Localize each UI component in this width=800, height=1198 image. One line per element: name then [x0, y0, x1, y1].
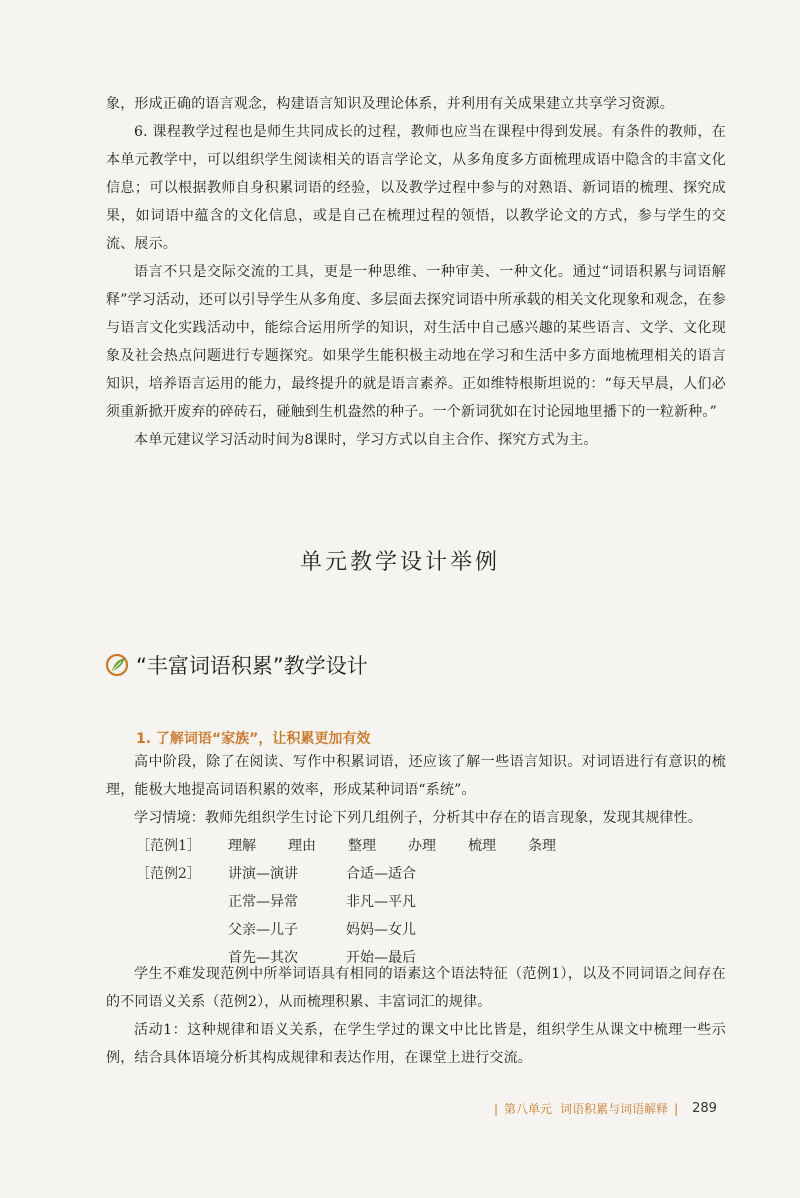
- example-word: 办理: [408, 838, 436, 854]
- example-2-row: [106, 916, 726, 944]
- example-word: 理由: [288, 838, 316, 854]
- example-2-row: [106, 860, 726, 888]
- paragraph: 学习情境：教师先组织学生讨论下列几组例子，分析其中存在的语言现象，发现其规律性。: [134, 810, 702, 826]
- paragraph: 本单元建议学习活动时间为8课时，学习方式以自主合作、探究方式为主。: [134, 432, 598, 448]
- topic-title: “丰富词语积累”教学设计: [136, 654, 368, 678]
- word-pair: 开始—最后: [346, 950, 416, 966]
- example-word: 理解: [228, 838, 256, 854]
- footer-unit: 第八单元: [504, 1102, 553, 1116]
- divider: |: [494, 1101, 499, 1116]
- section-title: 单元教学设计举例: [299, 550, 500, 575]
- page-number: 289: [692, 1101, 717, 1116]
- word-pair: 首先—其次: [228, 950, 298, 966]
- paragraph: 活动1：这种规律和语义关系，在学生学过的课文中比比皆是，组织学生从课文中梳理一些示例，结合具体语境分析其构成规律和表达作用，在课堂上进行交流。: [106, 1022, 726, 1066]
- intro-section: [106, 90, 726, 454]
- paragraph: 象，形成正确的语言观念，构建语言知识及理论体系，并利用有关成果建立共享学习资源。: [106, 96, 674, 112]
- word-pair: 合适—适合: [346, 866, 416, 882]
- footer-title: 词语积累与词语解释: [560, 1102, 669, 1116]
- word-pair: 妈妈—女儿: [346, 922, 416, 938]
- word-pair: 讲演—演讲: [228, 866, 298, 882]
- example-2-row: [106, 888, 726, 916]
- body-section: [106, 748, 726, 972]
- body-section: [106, 960, 726, 1072]
- paragraph: 高中阶段，除了在阅读、写作中积累词语，还应该了解一些语言知识。对词语进行有意识的梳理，能极大地提高词语积累的效率，形成某种词语“系统”。: [106, 754, 726, 798]
- example-1-row: [106, 832, 726, 860]
- example-word: 梳理: [468, 838, 496, 854]
- sub-heading: 1. 了解词语“家族”，让积累更加有效: [136, 731, 371, 747]
- page-footer: [488, 1100, 717, 1117]
- word-pair: 正常—异常: [228, 894, 298, 910]
- example-word: 整理: [348, 838, 376, 854]
- topic-heading: [104, 648, 368, 682]
- example-word: 条理: [528, 838, 556, 854]
- word-pair: 父亲—儿子: [228, 922, 298, 938]
- divider: |: [674, 1101, 679, 1116]
- example-label: ［范例1］: [136, 838, 201, 854]
- example-label: ［范例2］: [136, 866, 201, 882]
- leaf-swirl-icon: [104, 652, 130, 678]
- paragraph: 6. 课程教学过程也是师生共同成长的过程，教师也应当在课程中得到发展。有条件的教师，在本单元教学中，可以组织学生阅读相关的语言学论文，从多角度多方面梳理成语中隐含的丰富文化信息；可以根据教师自身积累词语的经验，以及教学过程中参与的对熟语、新词语的梳理、探究成果，如词语中蕴含的文化信息，或是自己在梳理过程的领悟，以教学论文的方式，参与学生的交流、展示。: [106, 124, 726, 252]
- paragraph: 语言不只是交际交流的工具，更是一种思维、一种审美、一种文化。通过“词语积累与词语解释”学习活动，还可以引导学生从多角度、多层面去探究词语中所承载的相关文化现象和观念，在参与语言文化实践活动中，能综合运用所学的知识，对生活中自己感兴趣的某些语言、文学、文化现象及社会热点问题进行专题探究。如果学生能积极主动地在学习和生活中多方面地梳理相关的语言知识，培养语言运用的能力，最终提升的就是语言素养。正如维特根斯坦说的：“每天早晨，人们必须重新掀开废弃的碎砖石，碰触到生机盎然的种子。一个新词犹如在讨论园地里播下的一粒新种。”: [106, 264, 726, 420]
- word-pair: 非凡—平凡: [346, 894, 416, 910]
- paragraph: 学生不难发现范例中所举词语具有相同的语素这个语法特征（范例1），以及不同词语之间存在的不同语义关系（范例2），从而梳理积累、丰富词汇的规律。: [106, 966, 726, 1010]
